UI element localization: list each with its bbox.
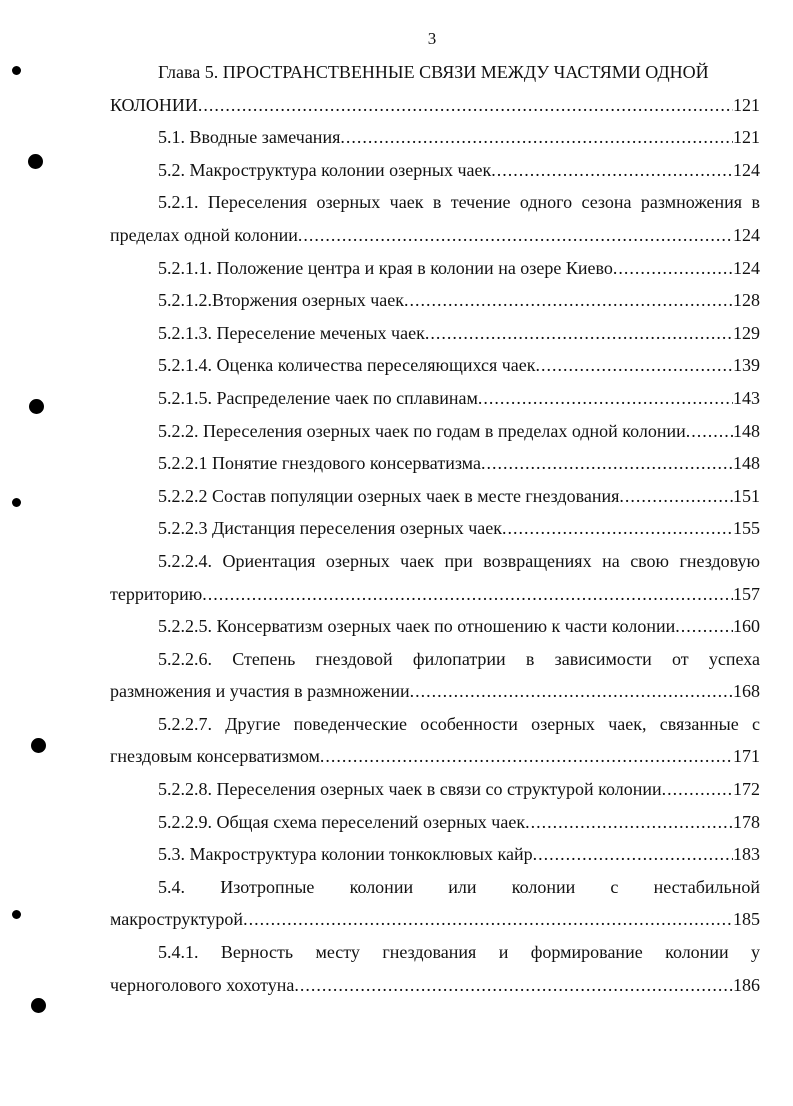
dot-leader: [202, 578, 733, 611]
toc-page-number: 160: [733, 616, 760, 637]
toc-entry-title: 5.2.2.3 Дистанция переселения озерных чаек: [158, 518, 503, 539]
binder-hole: [12, 498, 21, 507]
toc-entry-title: 5.1. Вводные замечания: [158, 127, 341, 148]
dot-leader: [536, 349, 733, 382]
binder-hole: [12, 910, 21, 919]
toc-entry[interactable]: [110, 447, 760, 480]
toc-entry[interactable]: [110, 317, 760, 350]
toc-entry-title: территорию: [110, 583, 203, 604]
toc-entry-title: 5.2.1.1. Положение центра и края в колонии на озере Киево: [158, 257, 613, 278]
dot-leader: [619, 480, 733, 513]
dot-leader: [613, 252, 733, 285]
toc-entry[interactable]: [110, 610, 760, 643]
toc-entry-title: 5.2.1.5. Распределение чаек по сплавинам: [158, 387, 478, 408]
toc-page-number: 157: [733, 583, 760, 604]
dot-leader: [481, 447, 733, 480]
toc-page-number: 171: [733, 746, 760, 767]
toc-entry-title: 5.2.2.9. Общая схема переселений озерных чаек: [158, 811, 526, 832]
toc-entry-title: 5.2.2.1 Понятие гнездового консерватизма: [158, 453, 481, 474]
toc-entry-title: размножения и участия в размножении: [110, 681, 410, 702]
toc-entry-title: 5.4. Изотропные колонии или колонии с нестабильной: [158, 876, 760, 897]
dot-leader: [294, 969, 733, 1002]
toc-entry-title: 5.2.2.5. Консерватизм озерных чаек по отношению к части колонии: [158, 616, 676, 637]
dot-leader: [243, 903, 733, 936]
dot-leader: [525, 806, 733, 839]
toc-entry[interactable]: [110, 936, 760, 1001]
dot-leader: [198, 89, 733, 122]
toc-entry-title: 5.2.2.8. Переселения озерных чаек в связи со структурой колонии: [158, 779, 662, 800]
toc-entry[interactable]: [110, 415, 760, 448]
dot-leader: [478, 382, 733, 415]
toc-page-number: 124: [733, 257, 760, 278]
toc-entry[interactable]: [110, 871, 760, 936]
toc-entry-title: Глава 5. ПРОСТРАНСТВЕННЫЕ СВЯЗИ МЕЖДУ ЧАСТЯМИ ОДНОЙ: [158, 62, 709, 82]
toc-page-number: 186: [733, 974, 760, 995]
toc-entry-title: КОЛОНИИ: [110, 94, 198, 115]
toc-entry-title: 5.2.1. Переселения озерных чаек в течение одного сезона размножения в: [158, 192, 760, 213]
toc-entry[interactable]: [110, 382, 760, 415]
dot-leader: [425, 317, 733, 350]
dot-leader: [675, 610, 733, 643]
dot-leader: [340, 121, 733, 154]
toc-entry[interactable]: [110, 838, 760, 871]
toc-page-number: 128: [733, 290, 760, 311]
page-number: 3: [427, 29, 437, 48]
toc-page-number: 183: [733, 844, 760, 865]
toc-entry-title: 5.2.1.2.Вторжения озерных чаек: [158, 290, 404, 311]
toc-entry-title: 5.2. Макроструктура колонии озерных чаек: [158, 159, 492, 180]
toc-entry-title: 5.4.1. Верность месту гнездования и формирование колонии у: [158, 942, 760, 963]
toc-entry-title: 5.2.2. Переселения озерных чаек по годам в пределах одной колонии: [158, 420, 686, 441]
toc-entry[interactable]: [110, 512, 760, 545]
dot-leader: [686, 415, 733, 448]
toc-page-number: 148: [733, 453, 760, 474]
toc-entry-title: 5.2.1.4. Оценка количества переселяющихся чаек: [158, 355, 536, 376]
toc-entry-title: 5.2.2.2 Состав популяции озерных чаек в месте гнездования: [158, 485, 620, 506]
binder-hole: [29, 399, 44, 414]
toc-entry[interactable]: [110, 56, 760, 121]
toc-page-number: 151: [733, 485, 760, 506]
table-of-contents: [110, 56, 760, 1001]
toc-entry[interactable]: [110, 708, 760, 773]
toc-entry-title: 5.3. Макроструктура колонии тонкоклювых кайр: [158, 844, 533, 865]
toc-entry-title: черноголового хохотуна: [110, 974, 295, 995]
toc-page-number: 121: [733, 94, 760, 115]
dot-leader: [404, 284, 733, 317]
toc-entry-title: пределах одной колонии: [110, 224, 298, 245]
toc-entry-title: 5.2.2.4. Ориентация озерных чаек при возвращениях на свою гнездовую: [158, 550, 760, 571]
binder-hole: [31, 998, 46, 1013]
dot-leader: [298, 219, 733, 252]
toc-page-number: 124: [733, 224, 760, 245]
dot-leader: [662, 773, 733, 806]
toc-page-number: 139: [733, 355, 760, 376]
binder-hole: [31, 738, 46, 753]
toc-entry-title: макроструктурой: [110, 909, 244, 930]
toc-entry[interactable]: [110, 480, 760, 513]
toc-page-number: 155: [733, 518, 760, 539]
dot-leader: [502, 512, 733, 545]
dot-leader: [533, 838, 733, 871]
dot-leader: [410, 675, 733, 708]
dot-leader: [320, 740, 733, 773]
binder-hole: [12, 66, 21, 75]
toc-entry-title: 5.2.1.3. Переселение меченых чаек: [158, 322, 425, 343]
dot-leader: [491, 154, 733, 187]
toc-entry[interactable]: [110, 121, 760, 154]
toc-entry[interactable]: [110, 773, 760, 806]
toc-page-number: 143: [733, 387, 760, 408]
toc-page-number: 124: [733, 159, 760, 180]
toc-page-number: 172: [733, 779, 760, 800]
toc-entry[interactable]: [110, 349, 760, 382]
toc-entry[interactable]: [110, 643, 760, 708]
toc-entry[interactable]: [110, 252, 760, 285]
toc-page-number: 129: [733, 322, 760, 343]
toc-entry-title: 5.2.2.6. Степень гнездовой филопатрии в зависимости от успеха: [158, 648, 760, 669]
toc-page-number: 148: [733, 420, 760, 441]
toc-entry[interactable]: [110, 154, 760, 187]
toc-entry[interactable]: [110, 284, 760, 317]
binder-hole: [28, 154, 43, 169]
toc-entry-title: гнездовым консерватизмом: [110, 746, 320, 767]
toc-page-number: 121: [733, 127, 760, 148]
toc-entry[interactable]: [110, 806, 760, 839]
toc-page-number: 168: [733, 681, 760, 702]
toc-page-number: 178: [733, 811, 760, 832]
toc-page-number: 185: [733, 909, 760, 930]
toc-entry-title: 5.2.2.7. Другие поведенческие особенности озерных чаек, связанные с: [158, 713, 760, 734]
toc-entry[interactable]: [110, 186, 760, 251]
toc-entry[interactable]: [110, 545, 760, 610]
